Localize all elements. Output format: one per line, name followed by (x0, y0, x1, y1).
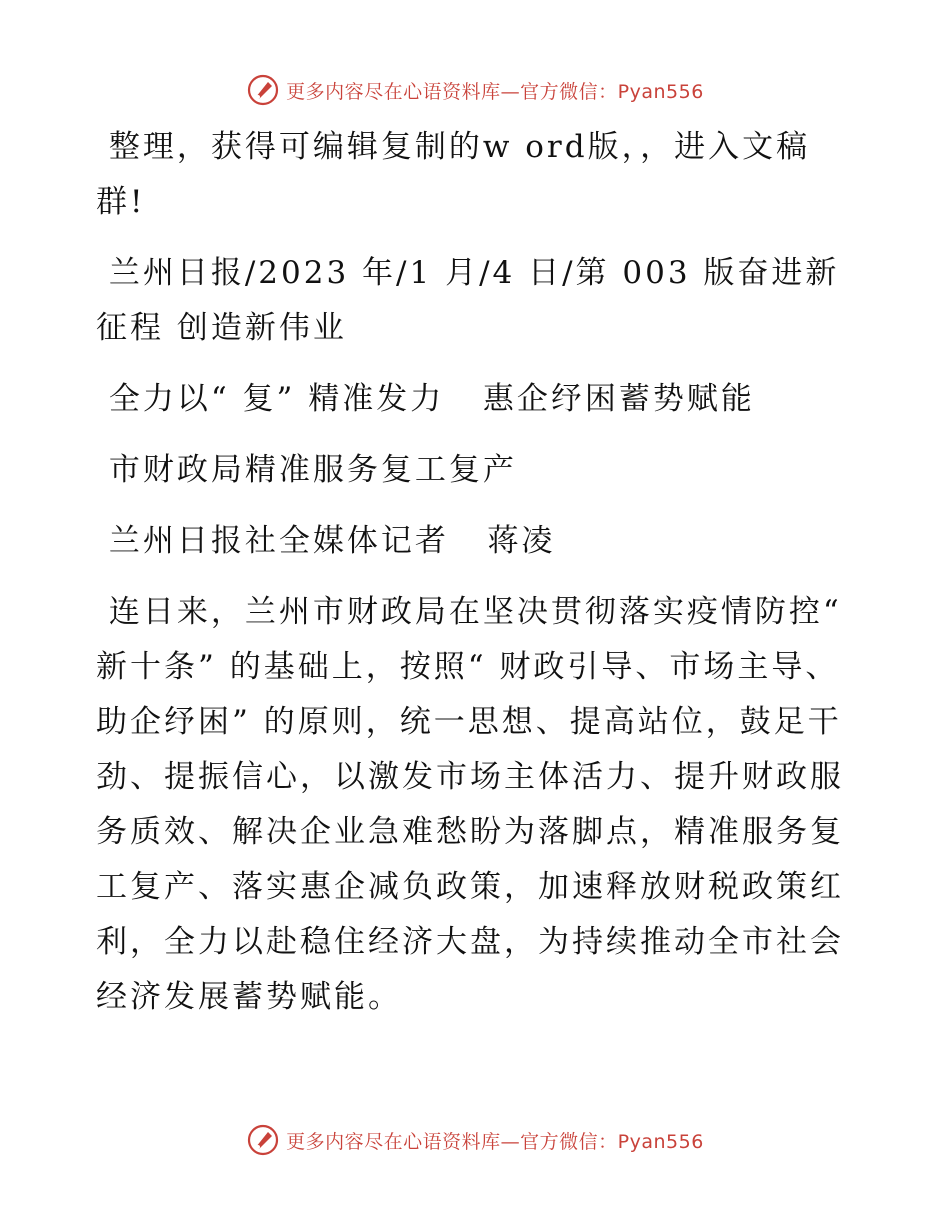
footer-banner-text: 更多内容尽在心语资料库—官方微信：Pyan556 (286, 1130, 704, 1153)
wechat-id: Pyan556 (617, 80, 704, 103)
pen-nib-logo-icon (246, 1123, 280, 1157)
paragraph-intro-note: 整理，获得可编辑复制的w ord版，，进入文稿群! (96, 129, 811, 220)
article-byline: 兰州日报社全媒体记者 蒋凌 (96, 523, 556, 559)
header-banner (0, 70, 950, 110)
article-headline: 全力以“ 复” 精准发力 惠企纾困蓄势赋能 (96, 381, 755, 417)
paragraph-source-line: 兰州日报/2023 年/1 月/4 日/第 003 版奋进新征程 创造新伟业 (96, 255, 840, 346)
header-banner-text: 更多内容尽在心语资料库—官方微信：Pyan556 (286, 80, 704, 103)
pen-nib-logo-icon (246, 73, 280, 107)
paragraph-body: 连日来，兰州市财政局在坚决贯彻落实疫情防控“ 新十条” 的基础上，按照“ 财政引导、市场主导、助企纾困” 的原则，统一思想、提高站位，鼓足干劲、提振信心，以激发市场主体活力、提升财政服务质效、解决企业急难愁盼为落脚点，精准服务复工复产、落实惠企减负政策，加速释放财税政策红利，全力以赴稳住经济大盘，为持续推动全市社会经济发展蓄势赋能。 (96, 594, 855, 1015)
article-body (96, 120, 856, 1041)
wechat-id: Pyan556 (617, 1130, 704, 1153)
footer-banner (0, 1120, 950, 1160)
article-subheadline: 市财政局精准服务复工复产 (96, 452, 517, 488)
